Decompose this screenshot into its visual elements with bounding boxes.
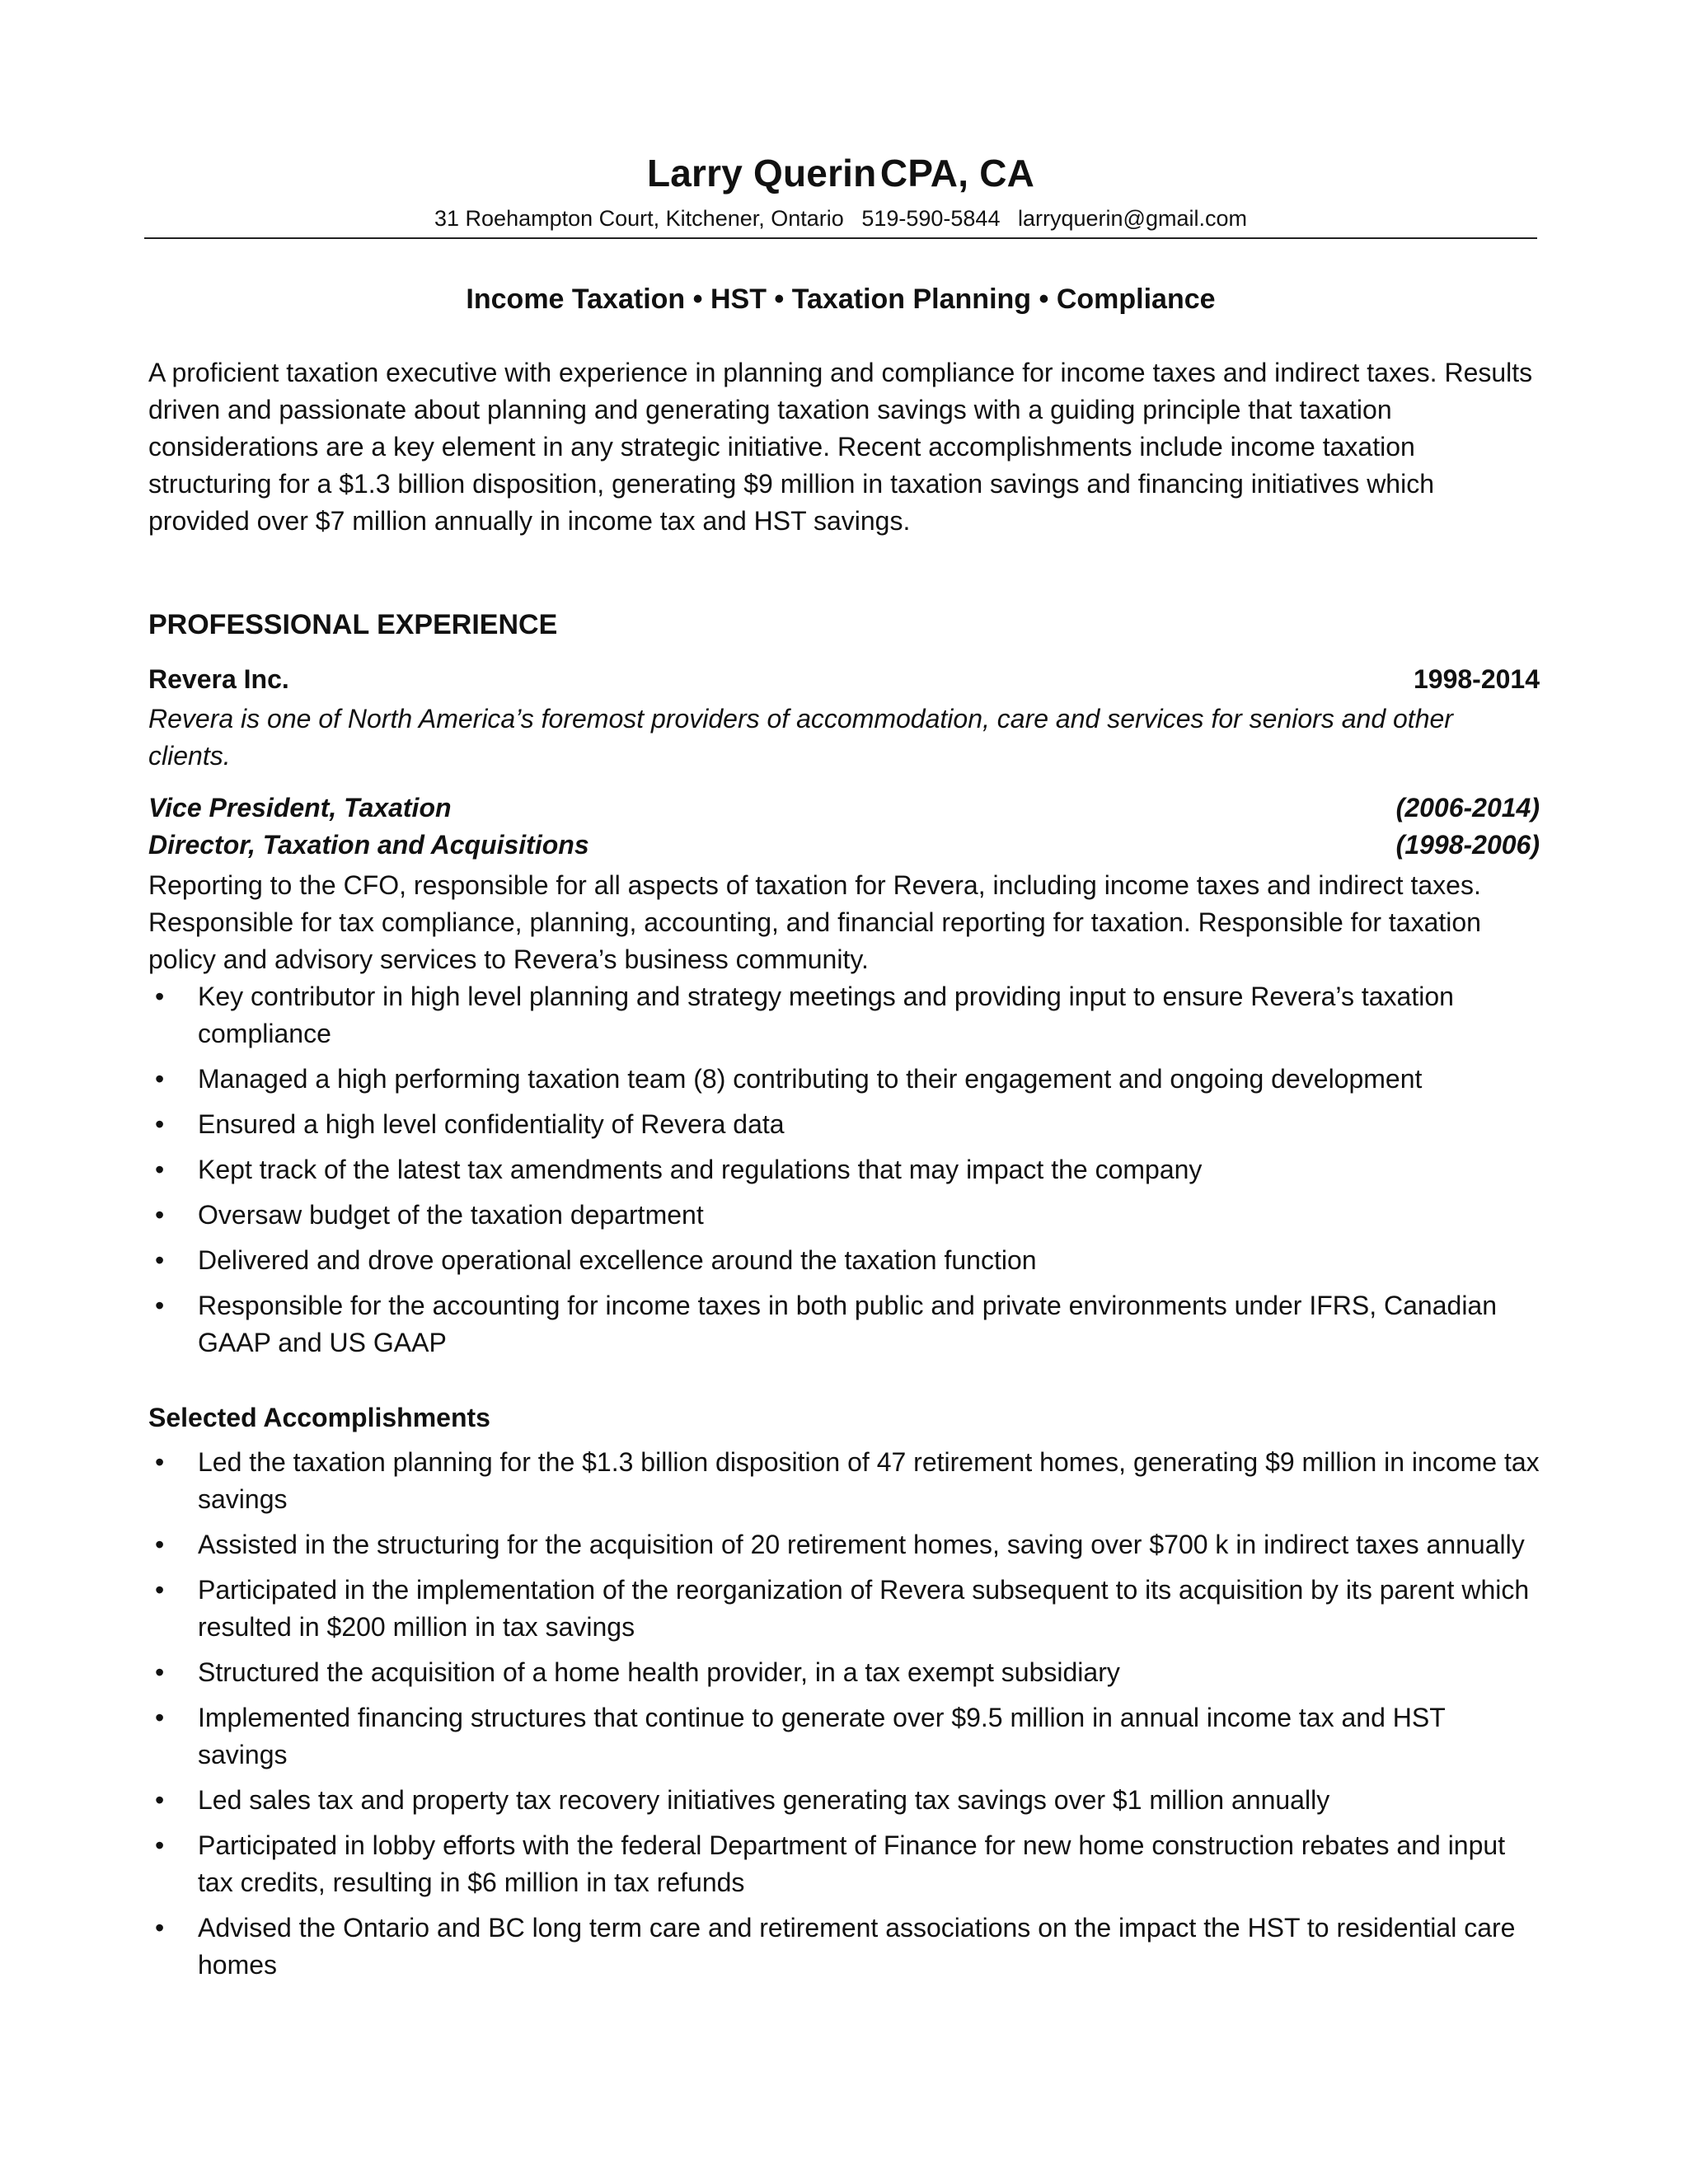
list-item-text: Responsible for the accounting for income taxes in both public and private environments under IFRS, Canadian GAAP and US GAAP (198, 1291, 1498, 1357)
bullet-icon: • (155, 1530, 165, 1559)
list-item (148, 1910, 1540, 1984)
bullet-icon: • (155, 1200, 165, 1230)
bullet-icon: • (155, 1064, 165, 1094)
phone: 519-590-5844 (861, 206, 1001, 231)
list-item (148, 1151, 1540, 1188)
accomplishments-list (148, 1444, 1540, 1992)
list-item-text: Led the taxation planning for the $1.3 billion disposition of 47 retirement homes, generating $9 million in income tax savings (198, 1447, 1540, 1514)
bullet-icon: • (155, 1913, 165, 1943)
list-item (148, 1526, 1540, 1563)
list-item-text: Delivered and drove operational excellence around the taxation function (198, 1245, 1037, 1275)
bullet-icon: • (155, 1109, 165, 1139)
bullet-icon: • (155, 1785, 165, 1815)
responsibilities-list (148, 978, 1540, 1370)
address: 31 Roehampton Court, Kitchener, Ontario (434, 206, 844, 231)
bullet-icon: • (155, 1155, 165, 1184)
list-item (148, 1827, 1540, 1901)
section-heading-experience: PROFESSIONAL EXPERIENCE (148, 609, 558, 640)
role-row (148, 830, 1540, 860)
company-description: Revera is one of North America’s foremost providers of accommodation, care and services for seniors and other clients. (148, 704, 1453, 771)
company-row (148, 664, 1540, 695)
credentials: CPA, CA (879, 152, 1035, 194)
list-item-text: Participated in lobby efforts with the federal Department of Finance for new home construction rebates and input tax credits, resulting in $6 million in tax refunds (198, 1830, 1506, 1897)
bullet-icon: • (155, 1291, 165, 1320)
list-item-text: Managed a high performing taxation team (8) contributing to their engagement and ongoing development (198, 1064, 1423, 1094)
bullet-icon: • (155, 1830, 165, 1860)
bullet-icon: • (155, 1575, 165, 1605)
accomplishments-heading: Selected Accomplishments (148, 1403, 490, 1432)
list-item-text: Assisted in the structuring for the acquisition of 20 retirement homes, saving over $700 k in indirect taxes annually (198, 1530, 1525, 1559)
list-item (148, 1061, 1540, 1098)
role-years: (2006-2014) (1395, 793, 1540, 823)
role-row (148, 793, 1540, 823)
list-item-text: Led sales tax and property tax recovery initiatives generating tax savings over $1 million annually (198, 1785, 1330, 1815)
bullet-icon: • (155, 1245, 165, 1275)
list-item (148, 1197, 1540, 1234)
list-item (148, 1242, 1540, 1279)
list-item-text: Kept track of the latest tax amendments and regulations that may impact the company (198, 1155, 1203, 1184)
company-years: 1998-2014 (1413, 664, 1540, 694)
full-name: Larry Querin (646, 152, 877, 194)
name-heading (144, 151, 1537, 195)
summary-paragraph: A proficient taxation executive with experience in planning and compliance for income taxes and indirect taxes. Results driven and passionate about planning and generating taxation savings with a guiding principle that taxation considerations are a key element in any strategic initiative. Recent accomplishments include income taxation structuring for a $1.3 billion disposition, generating $9 million in taxation savings and financing initiatives which provided over $7 million annually in income tax and HST savings. (148, 358, 1533, 536)
list-item-text: Participated in the implementation of the reorganization of Revera subsequent to its acquisition by its parent which resulted in $200 million in tax savings (198, 1575, 1530, 1642)
role-title: Director, Taxation and Acquisitions (148, 830, 589, 860)
list-item (148, 1287, 1540, 1361)
role-years: (1998-2006) (1395, 830, 1540, 860)
list-item-text: Ensured a high level confidentiality of Revera data (198, 1109, 785, 1139)
list-item (148, 978, 1540, 1052)
list-item-text: Advised the Ontario and BC long term care and retirement associations on the impact the HST to residential care homes (198, 1913, 1516, 1980)
list-item-text: Key contributor in high level planning and strategy meetings and providing input to ensure Revera’s taxation compliance (198, 982, 1454, 1048)
bullet-icon: • (155, 982, 165, 1011)
list-item (148, 1699, 1540, 1774)
list-item-text: Structured the acquisition of a home health provider, in a tax exempt subsidiary (198, 1657, 1120, 1687)
contact-line (144, 206, 1537, 232)
list-item (148, 1106, 1540, 1143)
company-name: Revera Inc. (148, 664, 289, 694)
list-item (148, 1654, 1540, 1691)
list-item (148, 1782, 1540, 1819)
bullet-icon: • (155, 1447, 165, 1477)
list-item (148, 1572, 1540, 1646)
role-title: Vice President, Taxation (148, 793, 452, 823)
tagline: Income Taxation • HST • Taxation Planning • Compliance (466, 284, 1216, 315)
email: larryquerin@gmail.com (1017, 206, 1247, 231)
list-item-text: Implemented financing structures that continue to generate over $9.5 million in annual income tax and HST savings (198, 1703, 1446, 1769)
header-divider (144, 237, 1537, 239)
bullet-icon: • (155, 1657, 165, 1687)
list-item (148, 1444, 1540, 1518)
bullet-icon: • (155, 1703, 165, 1732)
responsibility-paragraph: Reporting to the CFO, responsible for all aspects of taxation for Revera, including income taxes and indirect taxes. Responsible for tax compliance, planning, accounting, and financial reporting for taxation. Responsible for taxation policy and advisory services to Revera’s business community. (148, 870, 1481, 974)
list-item-text: Oversaw budget of the taxation department (198, 1200, 704, 1230)
